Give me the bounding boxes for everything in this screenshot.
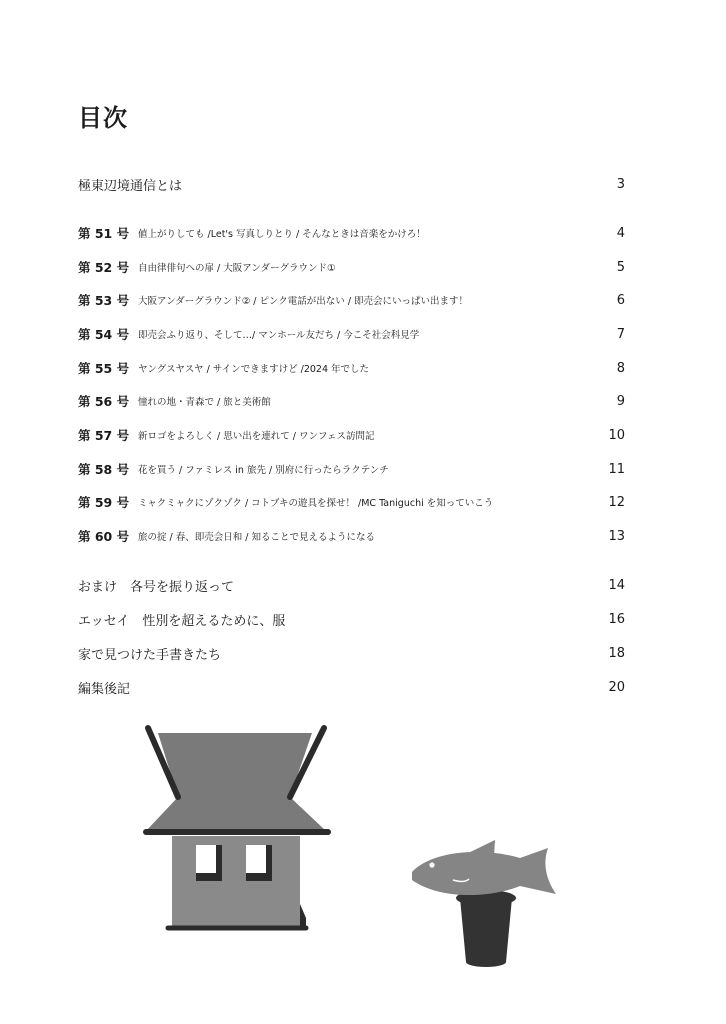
toc-intro-page: 3 (616, 176, 625, 192)
issue-topics: 自由律俳句への扉 / 大阪アンダーグラウンド① (138, 263, 336, 274)
issue-page: 4 (616, 225, 625, 241)
extra-label: 家で見つけた手書きたち (78, 647, 222, 663)
fish-illustration (412, 840, 556, 967)
issue-page: 8 (616, 360, 625, 376)
issue-number: 第 58 号 (78, 462, 130, 477)
house-illustration (146, 728, 328, 928)
extra-page: 20 (608, 679, 625, 695)
issue-page: 11 (608, 461, 625, 477)
issue-topics: 旅の掟 / 春、即売会日和 / 知ることで見えるようになる (138, 532, 375, 543)
page-title: 目次 (78, 104, 128, 132)
issue-topics: 花を買う / ファミレス in 旅先 / 別府に行ったらラクテンチ (138, 465, 389, 476)
extra-page: 18 (608, 645, 625, 661)
fish-eye (429, 862, 434, 867)
extra-label: 編集後記 (78, 681, 131, 697)
window-right-glass (246, 845, 266, 873)
issue-page: 10 (608, 427, 625, 443)
extra-page: 16 (608, 611, 625, 627)
issue-number: 第 56 号 (78, 394, 130, 409)
issue-page: 13 (608, 528, 625, 544)
issue-number: 第 52 号 (78, 260, 130, 275)
issue-number: 第 53 号 (78, 293, 130, 308)
issue-number: 第 54 号 (78, 327, 130, 342)
issue-page: 9 (616, 393, 625, 409)
issue-topics: 新ロゴをよろしく / 思い出を連れて / ワンフェス訪問記 (138, 431, 375, 442)
issue-page: 12 (608, 494, 625, 510)
window-left-glass (196, 845, 216, 873)
extra-label: エッセイ 性別を超えるために、服 (78, 613, 286, 629)
issue-page: 6 (616, 292, 625, 308)
issue-number: 第 57 号 (78, 428, 130, 443)
extra-page: 14 (608, 577, 625, 593)
issue-number: 第 51 号 (78, 226, 130, 241)
stand-body (460, 898, 512, 962)
stand-base (466, 957, 506, 967)
issue-topics: 値上がりしても /Let's 写真しりとり / そんなときは音楽をかけろ！ (138, 229, 426, 240)
house-corner (300, 904, 306, 928)
issue-topics: ミャクミャクにゾクゾク / コトブキの遊具を探せ！ /MC Taniguchi を知っていこう (138, 498, 494, 509)
house-wall (172, 836, 300, 926)
issue-number: 第 59 号 (78, 495, 130, 510)
extra-label: おまけ 各号を振り返って (78, 579, 235, 595)
issue-topics: 大阪アンダーグラウンド② / ピンク電話が出ない / 即売会にいっぱい出ます！ (138, 296, 469, 307)
issue-topics: 即売会ふり返り、そして…/ マンホール友だち / 今こそ社会科見学 (138, 330, 420, 341)
house-roof-top (158, 733, 312, 797)
issue-number: 第 55 号 (78, 361, 130, 376)
issue-number: 第 60 号 (78, 529, 130, 544)
toc-intro-label: 極東辺境通信とは (78, 178, 183, 194)
issue-page: 7 (616, 326, 625, 342)
issue-page: 5 (616, 259, 625, 275)
house-roof-eave (146, 797, 326, 831)
issue-topics: ヤングスヤスヤ / サインできますけど /2024 年でした (138, 364, 370, 375)
issue-topics: 憧れの地・青森で / 旅と美術館 (138, 397, 271, 408)
